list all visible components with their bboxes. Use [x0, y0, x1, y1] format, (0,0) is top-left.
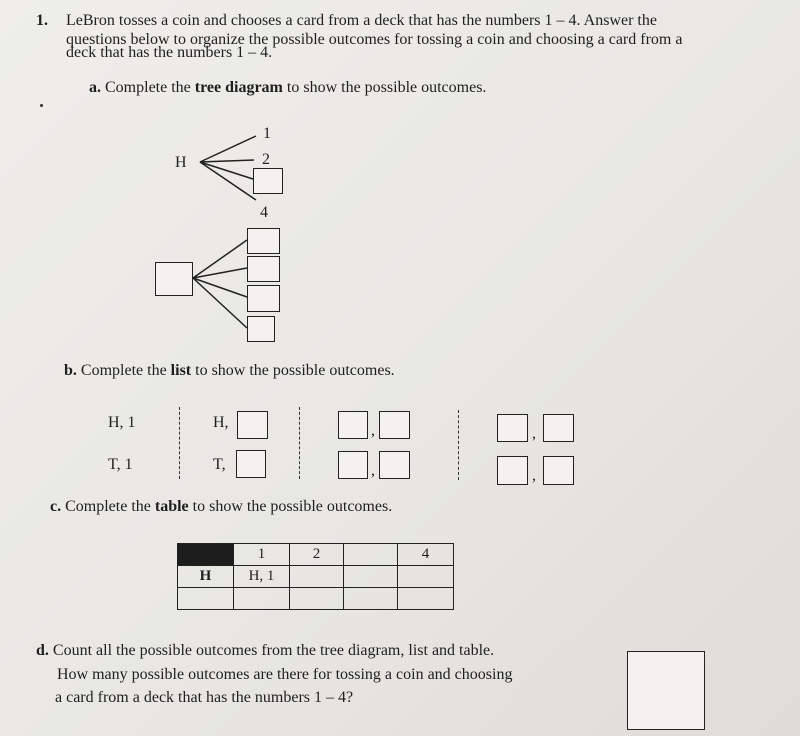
part-d-text-1: Count all the possible outcomes from the tree diagram, list and table.	[52, 642, 495, 659]
tree-answer-box-h3[interactable]	[253, 168, 283, 194]
list-answer-box-r1c4a[interactable]	[497, 414, 528, 442]
list-divider-1	[179, 407, 180, 479]
list-item-t1: T, 1	[108, 456, 133, 473]
part-b-emphasis: list	[170, 362, 192, 379]
table-cell[interactable]	[234, 588, 290, 610]
tree-branch-h-2	[200, 160, 254, 162]
tree-answer-box-t2[interactable]	[247, 256, 280, 282]
part-d-line-3: a card from a deck that has the numbers 1 – 4?	[55, 689, 354, 706]
list-answer-box-t2[interactable]	[236, 450, 266, 478]
tree-root-h-label: H	[175, 154, 187, 171]
part-c-text-after: to show the possible outcomes.	[188, 498, 393, 515]
list-divider-2	[299, 407, 300, 479]
tree-leaf-label-1: 1	[263, 125, 271, 142]
tree-leaf-label-2: 2	[262, 151, 270, 168]
table-cell[interactable]	[290, 566, 344, 588]
part-c-emphasis: table	[154, 498, 189, 515]
tree-answer-box-t1[interactable]	[247, 228, 280, 254]
tree-branch-h-3	[200, 162, 253, 179]
tree-answer-box-t3[interactable]	[247, 285, 280, 312]
list-answer-box-r1c3b[interactable]	[379, 411, 410, 439]
part-d-line-1	[36, 642, 494, 659]
table-header-cell: 2	[290, 544, 344, 566]
table-header-row	[178, 544, 454, 566]
stray-dot	[40, 104, 43, 107]
tree-branch-blank-4	[193, 278, 247, 328]
table-row	[178, 588, 454, 610]
table-header-cell: 4	[398, 544, 454, 566]
part-b-text-before: Complete the	[80, 362, 171, 379]
tree-answer-box-root-2[interactable]	[155, 262, 193, 296]
list-answer-box-r2c3b[interactable]	[379, 451, 410, 479]
table-cell[interactable]	[290, 588, 344, 610]
list-item-h1: H, 1	[108, 414, 136, 431]
question-number: 1.	[36, 12, 48, 29]
list-answer-box-r2c4b[interactable]	[543, 456, 574, 485]
table-header-cell: 1	[234, 544, 290, 566]
table-cell: H, 1	[234, 566, 290, 588]
question-line-3: deck that has the numbers 1 – 4.	[66, 44, 273, 61]
part-c-text-before: Complete the	[65, 498, 155, 515]
part-c-prompt	[50, 498, 392, 515]
table-row	[178, 566, 454, 588]
list-answer-box-r1c3a[interactable]	[338, 411, 368, 439]
part-a-text-after: to show the possible outcomes.	[282, 79, 487, 96]
part-b-prompt	[64, 362, 395, 379]
list-comma: ,	[532, 467, 536, 484]
list-comma: ,	[371, 422, 375, 439]
table-cell[interactable]	[398, 588, 454, 610]
tree-leaf-label-4: 4	[260, 204, 268, 221]
table-row-header-cell: H	[178, 566, 234, 588]
part-b-text-after: to show the possible outcomes.	[191, 362, 395, 379]
list-answer-box-h2[interactable]	[237, 411, 268, 439]
table-corner-cell	[178, 544, 234, 566]
table-cell[interactable]	[398, 566, 454, 588]
table-cell[interactable]	[344, 588, 398, 610]
list-comma: ,	[371, 462, 375, 479]
table-row-header-cell[interactable]	[178, 588, 234, 610]
part-a-text-before: Complete the	[105, 79, 195, 96]
part-b-label: b.	[64, 362, 77, 379]
part-d-label: d.	[36, 642, 49, 659]
list-answer-box-r2c3a[interactable]	[338, 451, 368, 479]
table-cell[interactable]	[344, 566, 398, 588]
list-answer-box-r2c4a[interactable]	[497, 456, 528, 485]
question-line-2: questions below to organize the possible outcomes for tossing a coin and choosing a card from a	[66, 31, 683, 48]
part-a-emphasis: tree diagram	[194, 79, 283, 96]
list-prefix-t: T,	[213, 456, 226, 473]
part-d-line-2: How many possible outcomes are there for tossing a coin and choosing	[57, 666, 513, 683]
tree-answer-box-t4[interactable]	[247, 316, 275, 342]
table-header-cell[interactable]	[344, 544, 398, 566]
question-line-1: LeBron tosses a coin and chooses a card from a deck that has the numbers 1 – 4. Answer the	[66, 12, 657, 29]
tree-branch-h-4	[200, 162, 256, 200]
list-prefix-h: H,	[213, 414, 229, 431]
tree-branch-h-1	[200, 136, 256, 162]
tree-branch-blank-3	[193, 278, 247, 297]
list-divider-3	[458, 410, 459, 480]
list-answer-box-r1c4b[interactable]	[543, 414, 574, 442]
list-comma: ,	[532, 425, 536, 442]
outcomes-table	[177, 543, 454, 610]
answer-box-total-outcomes[interactable]	[627, 651, 705, 730]
part-c-label: c.	[50, 498, 62, 515]
part-a-label: a.	[89, 79, 101, 96]
